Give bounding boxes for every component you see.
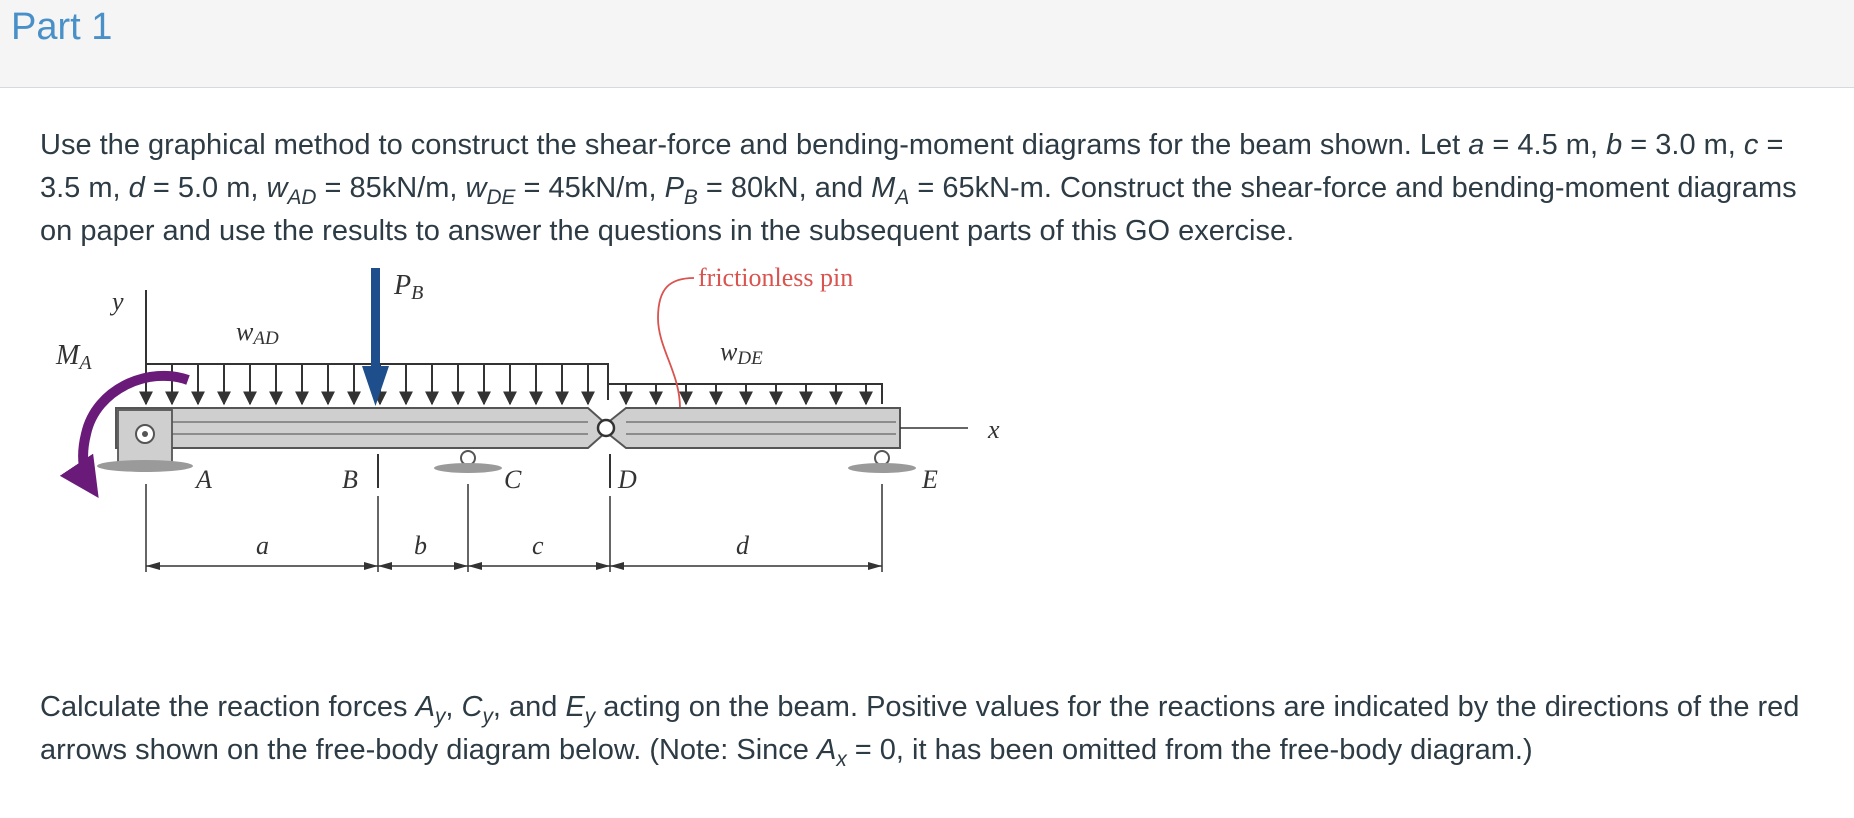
beam: [116, 408, 900, 448]
var-cy: C: [461, 691, 483, 723]
question-intro: Calculate the reaction forces: [40, 691, 416, 723]
value-b: = 3.0 m,: [1622, 129, 1744, 161]
value-d: = 5.0 m,: [144, 172, 267, 204]
point-a-label: A: [196, 465, 212, 494]
frictionless-pin: [598, 420, 614, 436]
wde-label: wDE: [720, 337, 763, 369]
var-b: b: [1606, 129, 1623, 161]
pb-arrow-head: [362, 366, 389, 406]
var-d: d: [128, 172, 145, 204]
dim-b-label: b: [414, 531, 427, 560]
question-text: [40, 686, 1830, 772]
value-ma: = 65kN-m. Construct the shear-force and bending-moment diagrams on paper and use the results to answer the questions in the subsequent parts of this GO exercise.: [40, 172, 1797, 247]
question-sep-2: , and: [492, 691, 566, 723]
point-e-label: E: [922, 465, 938, 494]
question-note: = 0, it has been omitted from the free-body diagram.): [846, 734, 1533, 766]
question-body: acting on the beam. Positive values for the reactions are indicated by the directions of the red arrows shown on the free-body diagram below. (Note: Since: [40, 691, 1800, 766]
value-a: = 4.5 m,: [1484, 129, 1607, 161]
var-ax: A: [816, 734, 837, 766]
distributed-load-de: [608, 364, 882, 404]
var-a: a: [1468, 129, 1485, 161]
var-wde-sub: DE: [486, 185, 516, 209]
var-pb-sub: B: [683, 185, 698, 209]
value-c: = 3.5 m,: [40, 129, 1784, 204]
var-ey: E: [565, 691, 585, 723]
problem-statement: [40, 124, 1830, 253]
part-title[interactable]: Part 1: [11, 6, 113, 48]
support-e-roller: [848, 451, 916, 473]
dim-a-label: a: [256, 531, 269, 560]
var-wad-sub: AD: [287, 185, 317, 209]
value-wde: = 45kN/m,: [515, 172, 665, 204]
beam-figure: [40, 263, 1020, 688]
value-pb: = 80kN, and: [697, 172, 872, 204]
pb-label: PB: [394, 270, 424, 304]
var-cy-sub: y: [482, 704, 493, 728]
x-axis-label: x: [988, 415, 1000, 444]
point-b-label: B: [342, 465, 358, 494]
pin-leader-line: [616, 278, 694, 428]
var-wde: w: [465, 172, 487, 204]
part-header: [0, 0, 1854, 88]
problem-text-intro: Use the graphical method to construct the shear-force and bending-moment diagrams for the beam shown. Let: [40, 129, 1469, 161]
support-c-roller: [434, 451, 502, 473]
point-d-label: D: [618, 465, 637, 494]
pb-arrow-shaft: [371, 268, 380, 372]
var-ax-sub: x: [836, 747, 847, 771]
var-c: c: [1743, 129, 1759, 161]
var-wad: w: [266, 172, 288, 204]
var-ma: M: [871, 172, 896, 204]
var-ey-sub: y: [584, 704, 596, 728]
y-axis-label: y: [112, 287, 124, 316]
question-sep-1: ,: [445, 691, 462, 723]
dim-d-label: d: [736, 531, 749, 560]
var-ma-sub: A: [895, 185, 910, 209]
value-wad: = 85kN/m,: [316, 172, 466, 204]
var-pb: P: [664, 172, 684, 204]
var-ay: A: [415, 691, 435, 723]
pin-label: frictionless pin: [698, 263, 854, 292]
point-c-label: C: [504, 465, 522, 494]
ma-label: MA: [56, 340, 92, 374]
var-ay-sub: y: [434, 704, 446, 728]
dim-c-label: c: [532, 531, 544, 560]
wad-label: wAD: [236, 317, 279, 349]
